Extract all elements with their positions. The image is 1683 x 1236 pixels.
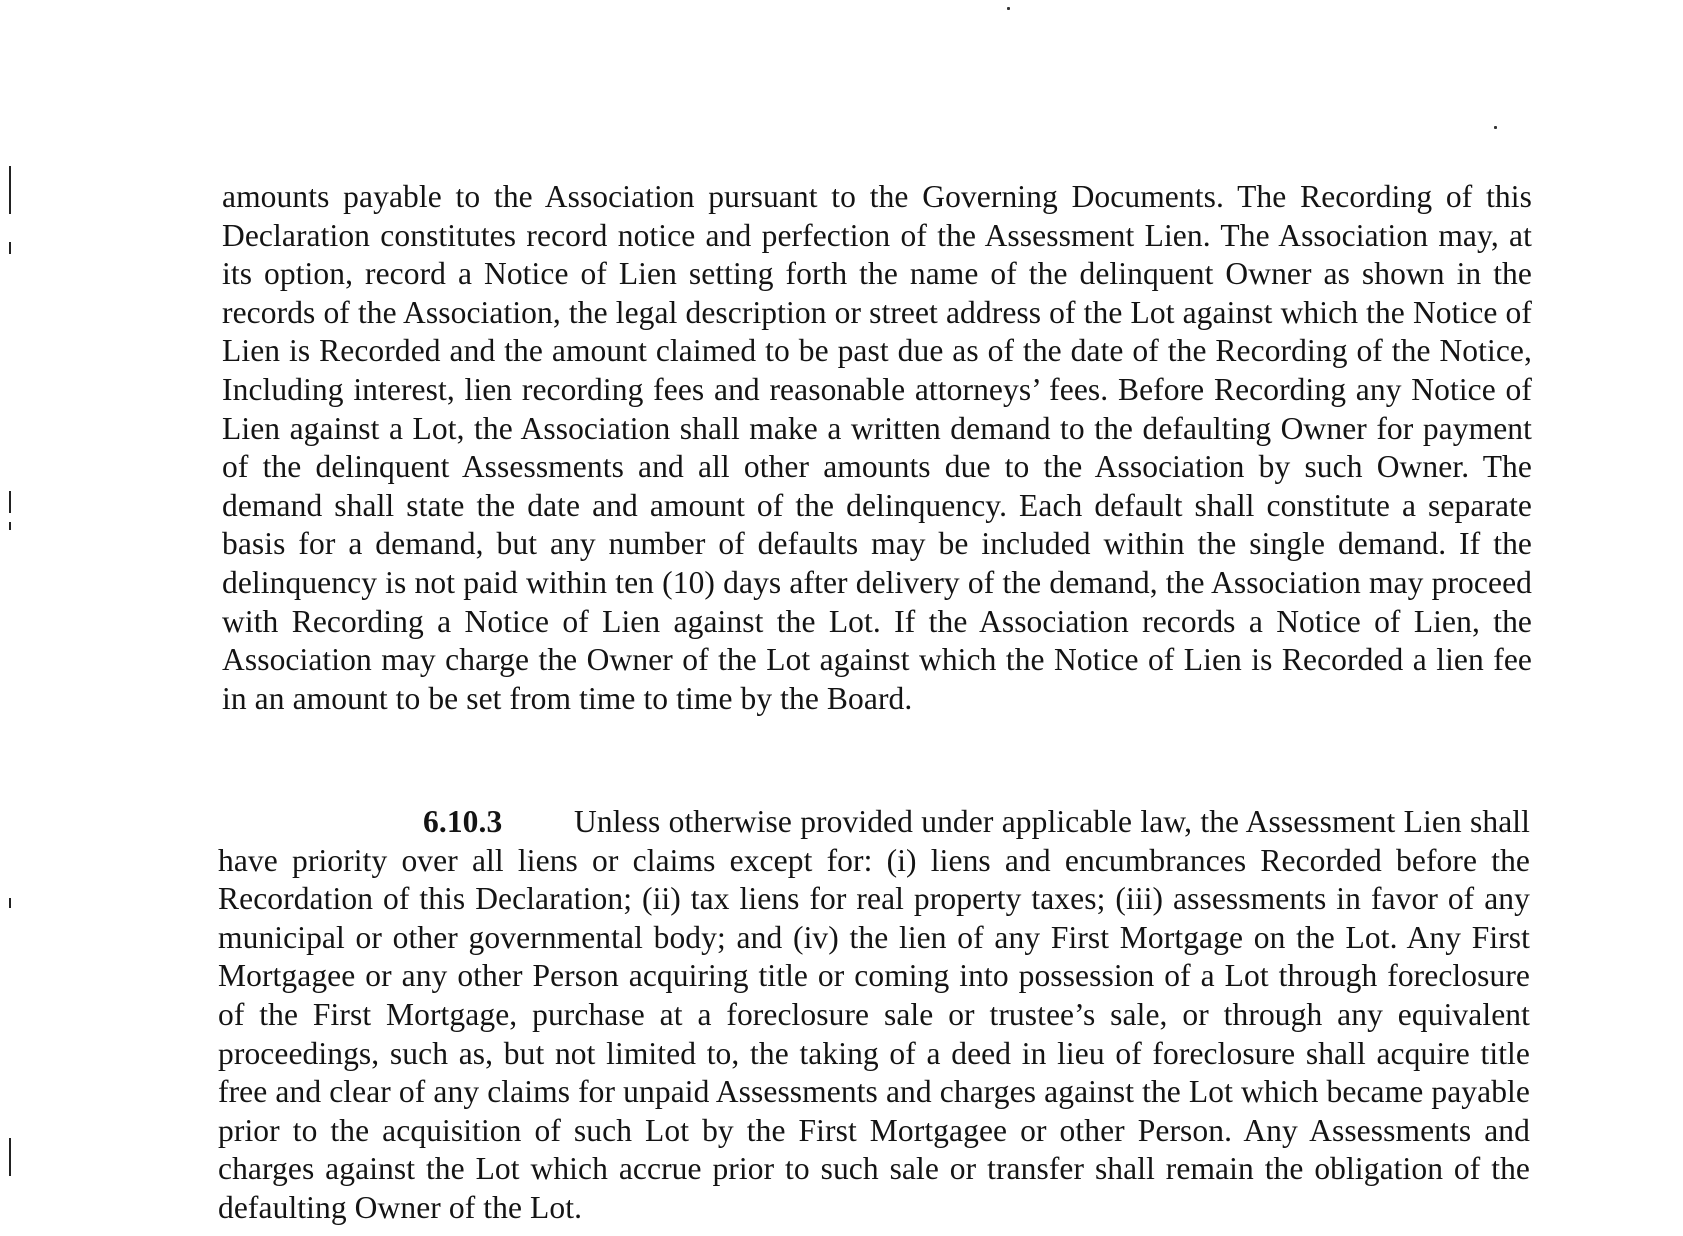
- paragraph-text: amounts payable to the Association pursuant to the Governing Documents. The Recording of this Declaration constitutes record notice and perfection of the Assessment Lien. The Association may, at its option, record a Notice of Lien setting forth the name of the delinquent Owner as shown in the records of the Association, the legal description or street address of the Lot against which the Notice of Lien is Recorded and the amount claimed to be past due as of the date of the Recording of the Notice, Including interest, lien recording fees and reasonable attorneys’ fees. Before Recording any Notice of Lien against a Lot, the Association shall make a written demand to the defaulting Owner for payment of the delinquent Assessments and all other amounts due to the Association by such Owner. The demand shall state the date and amount of the delinquency. Each default shall constitute a separate basis for a demand, but any number of defaults may be included within the single demand. If the delinquency is not paid within ten (10) days after delivery of the demand, the Association may proceed with Recording a Notice of Lien against the Lot. If the Association records a Notice of Lien, the Association may charge the Owner of the Lot against which the Notice of Lien is Recorded a lien fee in an amount to be set from time to time by the Board.: [222, 179, 1532, 716]
- margin-bar: [9, 522, 11, 530]
- margin-bar: [9, 491, 11, 513]
- paragraph-section-6-10-3: [218, 803, 1530, 1228]
- scan-speck: [1494, 126, 1497, 129]
- margin-bar: [9, 1138, 11, 1176]
- section-number: 6.10.3: [423, 804, 503, 839]
- paragraph-text: Unless otherwise provided under applicable law, the Assessment Lien shall have priority over all liens or claims except for: (i) liens and encumbrances Recorded before the Recordation of this Declaration; (ii) tax liens for real property taxes; (iii) assessments in favor of any municipal or other governmental body; and (iv) the lien of any First Mortgage on the Lot. Any First Mortgagee or any other Person acquiring title or coming into possession of a Lot through foreclosure of the First Mortgage, purchase at a foreclosure sale or trustee’s sale, or through any equivalent proceedings, such as, but not limited to, the taking of a deed in lieu of foreclosure shall acquire title free and clear of any claims for unpaid Assessments and charges against the Lot which became payable prior to the acquisition of such Lot by the First Mortgagee or other Person. Any Assessments and charges against the Lot which accrue prior to such sale or transfer shall remain the obligation of the defaulting Owner of the Lot.: [218, 804, 1530, 1225]
- margin-bar: [9, 898, 11, 908]
- scan-speck: [1007, 7, 1010, 10]
- margin-bar: [9, 242, 11, 254]
- margin-bar: [9, 166, 11, 214]
- paragraph-lien-notice: [222, 178, 1532, 718]
